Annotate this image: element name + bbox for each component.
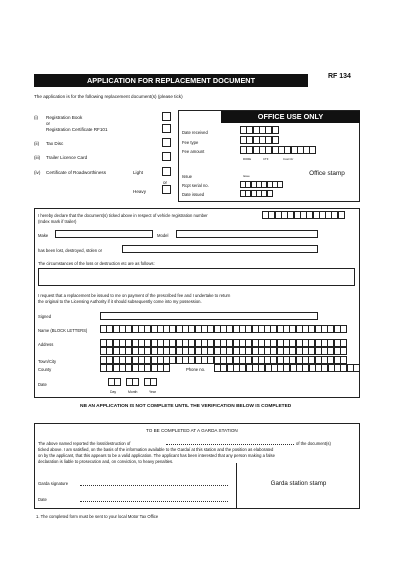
address-cells-1[interactable] <box>100 339 346 347</box>
form-title: APPLICATION FOR REPLACEMENT DOCUMENT <box>86 76 256 85</box>
garda-date-line[interactable] <box>80 501 228 502</box>
date-received-cells[interactable] <box>240 126 278 134</box>
registration-cert-checkbox[interactable] <box>162 124 171 133</box>
model-field[interactable] <box>176 230 318 238</box>
county-cells[interactable] <box>100 364 169 372</box>
garda-loss-line[interactable] <box>166 444 294 445</box>
garda-text-3: on by the applicant, that this appears to be a valid application. The applicant has been interested that any person making a false <box>38 453 275 458</box>
fee-sub3: Cost Ctr <box>283 157 294 161</box>
address-cells-2[interactable] <box>100 347 346 355</box>
month-label: Month <box>128 390 138 394</box>
garda-text-1: The above named reported the loss/destruction of <box>38 441 131 446</box>
doc-item4-num: (iv) <box>34 170 41 175</box>
name-cells[interactable] <box>100 325 346 333</box>
issue-label: Issue <box>182 174 193 179</box>
roadworthiness-light-checkbox[interactable] <box>162 167 171 176</box>
garda-stamp-area <box>236 463 360 509</box>
model-label: Model <box>157 233 169 238</box>
declare-text: I hereby declare that the document(s) ticked above in respect of vehicle registration number <box>38 213 208 218</box>
form-title-bar <box>34 74 308 87</box>
trailer-licence-checkbox[interactable] <box>162 152 171 161</box>
office-stamp-area <box>306 170 348 178</box>
garda-stamp-label: Garda station stamp <box>270 480 327 487</box>
doc-item1-label: Registration Book <box>46 115 83 120</box>
fee-amount-label: Fee amount <box>182 149 205 154</box>
lost-label: has been lost, destroyed, stolen or <box>38 248 103 253</box>
rcpt-serial-label: Rcpt serial no. <box>182 183 209 188</box>
doc-item3-num: (iii) <box>34 155 41 160</box>
fee-type-cells[interactable] <box>240 136 278 144</box>
office-stamp-label: Office stamp <box>309 170 345 177</box>
roadworthiness-heavy-checkbox[interactable] <box>162 185 171 194</box>
fee-amount-cells[interactable] <box>240 146 316 154</box>
circumstances-label: The circumstances of the loss or destruction etc are as follows: <box>38 261 155 266</box>
light-label: Light <box>133 170 143 175</box>
date-month-cells[interactable] <box>126 378 139 386</box>
date-issued-cells[interactable] <box>240 190 272 197</box>
doc-item2-label: Tax Disc <box>46 141 64 146</box>
nb-notice: NB AN APPLICATION IS NOT COMPLETE UNTIL THE VERIFICATION BELOW IS COMPLETED <box>80 404 292 409</box>
garda-signature-line[interactable] <box>80 485 228 486</box>
garda-signature-label: Garda signature <box>38 481 69 486</box>
phone-cells[interactable] <box>214 364 359 372</box>
garda-heading: TO BE COMPLETED AT A GARDA STATION <box>146 428 238 433</box>
day-label: Day <box>110 390 117 394</box>
request-text-2: the original to the Licensing Authority if it should subsequently come into my possession. <box>38 299 202 304</box>
town-cells[interactable] <box>100 356 346 364</box>
request-text: I request that a replacement be issued to me on payment of the prescribed fee and I undertake to return <box>38 293 231 298</box>
doc-item1-num: (i) <box>34 115 39 120</box>
garda-date-label: Date <box>38 497 47 502</box>
fee-type-label: Fee type <box>182 140 199 145</box>
doc-item1-or: or <box>46 121 51 126</box>
date-day-cells[interactable] <box>108 378 121 386</box>
signed-label: Signed <box>38 314 52 319</box>
registration-book-checkbox[interactable] <box>162 112 171 121</box>
garda-text-4: declaration is liable to prosecution and, on conviction, to heavy penalties. <box>38 459 174 464</box>
doc-item4-label: Certificate of Roadworthiness <box>46 170 107 175</box>
heavy-label: Heavy <box>133 189 147 194</box>
date-label: Date <box>38 382 47 387</box>
make-field[interactable] <box>55 230 153 238</box>
date-received-label: Date received <box>182 130 208 135</box>
office-use-title: OFFICE USE ONLY <box>221 111 360 123</box>
year-label: Year <box>149 390 156 394</box>
address-label: Address <box>38 342 54 347</box>
date-year-cells[interactable] <box>144 378 157 386</box>
fee-sub1: RORE <box>243 157 252 161</box>
tax-disc-checkbox[interactable] <box>162 138 171 147</box>
doc-item1b-label: Registration Certificate RF101 <box>46 127 108 132</box>
lost-detail-field[interactable] <box>122 245 318 253</box>
registration-number-cells[interactable] <box>262 211 344 219</box>
doc-item3-label: Trailer Licence Card <box>46 155 88 160</box>
issue-sub: Issue <box>243 174 250 178</box>
date-issued-label: Date issued <box>182 192 205 197</box>
garda-text-1b: of the document(s) <box>296 441 331 446</box>
garda-text-2: ticked above. I am satisfied, on the basis of the information available to the Gardaí at this station and the position as elaborated <box>38 447 274 452</box>
form-code: RF 134 <box>328 73 351 80</box>
or-label: or <box>163 180 168 185</box>
doc-item2-num: (ii) <box>34 141 40 146</box>
circumstances-field[interactable] <box>38 268 355 286</box>
fee-sub2: CTF <box>263 157 269 161</box>
county-label: County <box>38 367 52 372</box>
declare-text-2: (Index mark if trailer) <box>38 219 77 224</box>
phone-label: Phone no. <box>186 367 206 372</box>
rcpt-serial-cells[interactable] <box>240 181 283 188</box>
town-label: Town/City <box>38 359 57 364</box>
form-intro: The application is for the following replacement document(s) (please tick) <box>34 94 183 99</box>
footer-note: 1. The completed form must be sent to your local Motor Tax Office <box>36 514 159 519</box>
make-label: Make <box>38 233 49 238</box>
name-label: Name (BLOCK LETTERS) <box>38 328 88 333</box>
signature-field[interactable] <box>100 312 318 320</box>
